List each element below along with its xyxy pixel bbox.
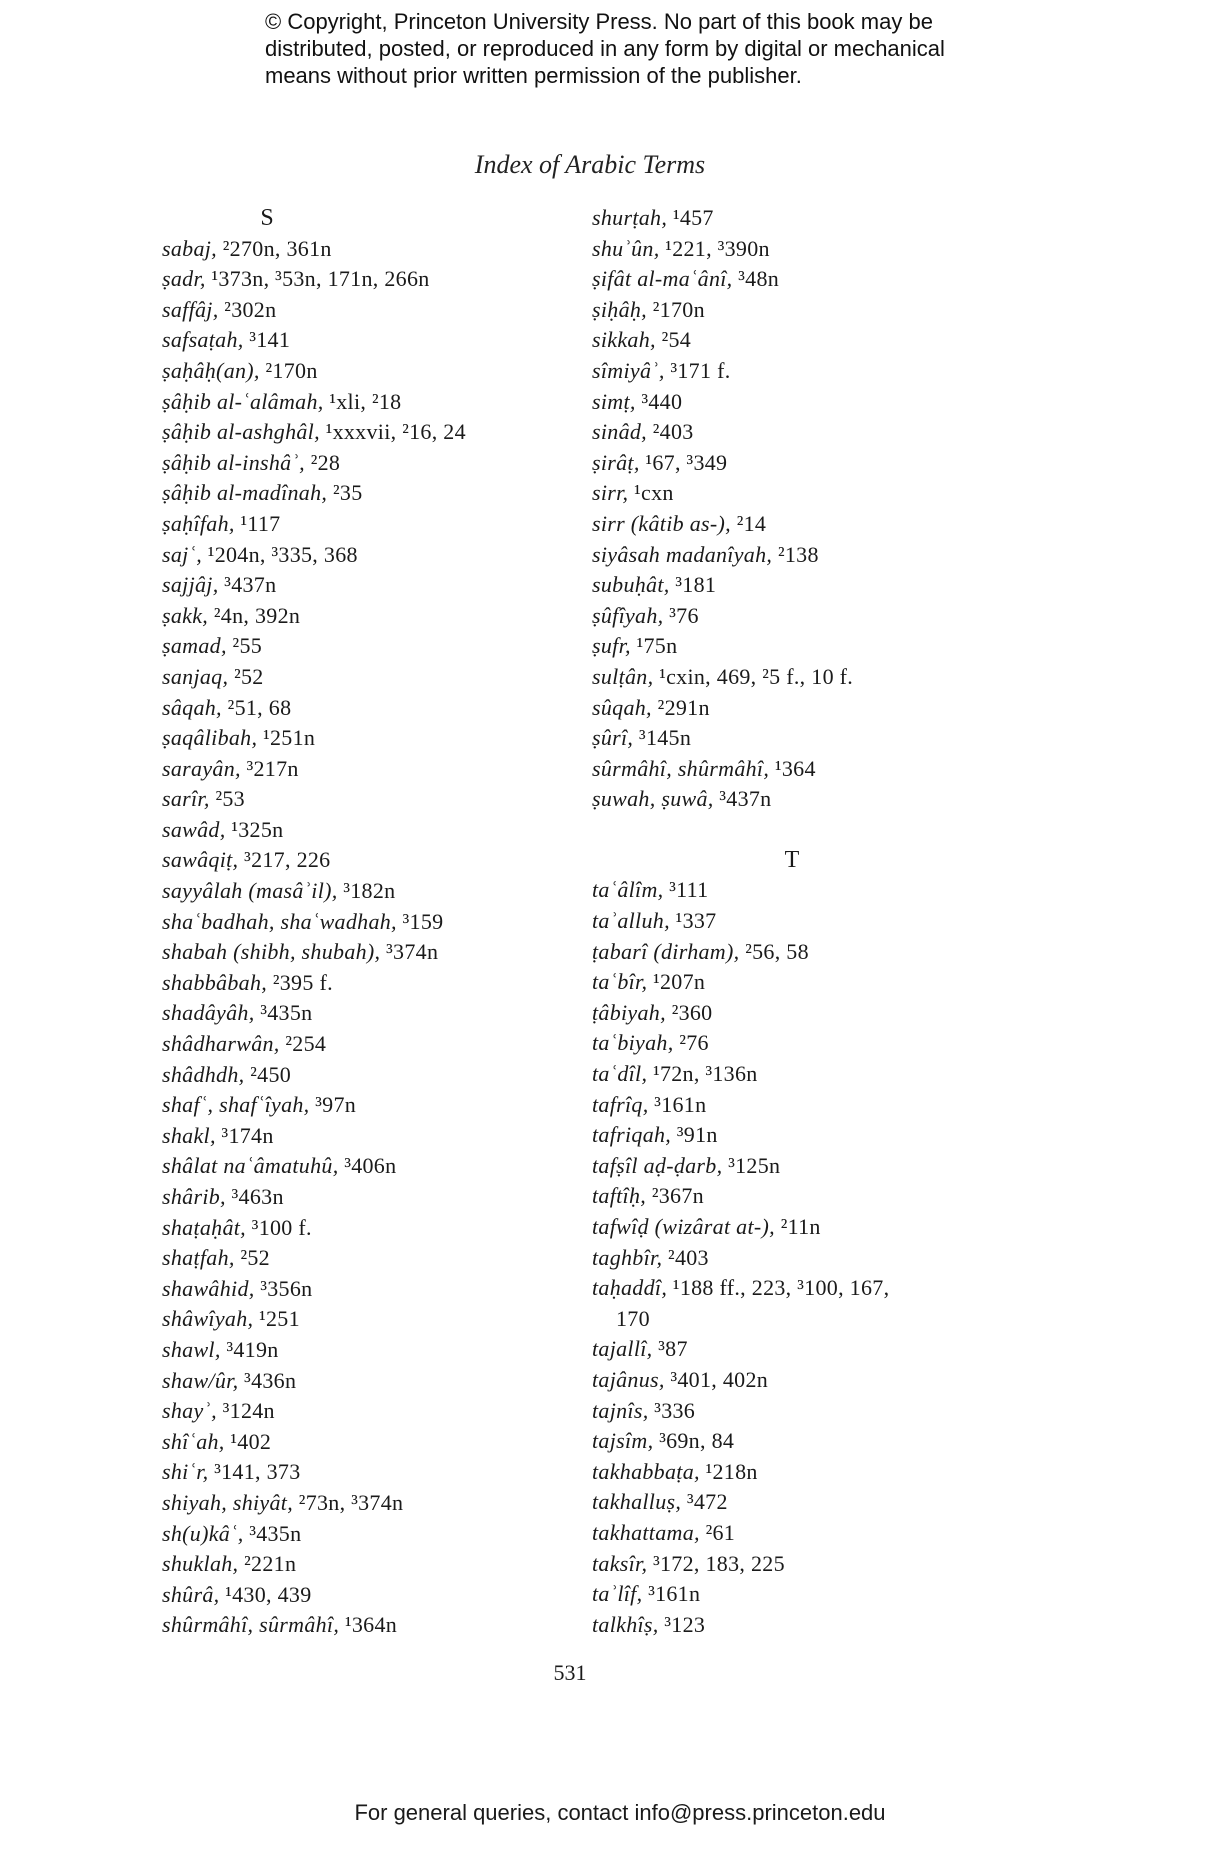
page-title: Index of Arabic Terms — [474, 150, 706, 179]
index-entry — [592, 1610, 1032, 1641]
entry-term: sîmiyâʾ, — [592, 357, 665, 383]
entry-references: ³141 — [243, 327, 291, 353]
entry-references: ³217n — [240, 755, 299, 781]
entry-term: ṣûrî, — [592, 725, 634, 751]
entry-term: shâdharwân, — [162, 1031, 280, 1057]
entry-references: ²270n, 361n — [216, 235, 332, 261]
index-entry — [162, 662, 582, 693]
entry-term: taḥaddî, — [592, 1275, 668, 1301]
entry-term: tafriqah, — [592, 1122, 672, 1148]
entry-term: simṭ, — [592, 388, 636, 414]
index-entry — [162, 1427, 582, 1458]
entry-term: ṣakk, — [162, 602, 209, 628]
entry-term: taksîr, — [592, 1550, 648, 1576]
index-entry — [592, 1426, 1032, 1457]
index-entry — [592, 1090, 1032, 1121]
entry-term: ṣâḥib al-madînah, — [162, 480, 328, 506]
entry-term: takhattama, — [592, 1519, 700, 1545]
entry-term: sanjaq, — [162, 663, 229, 689]
entry-references: ³97n — [309, 1092, 357, 1118]
entry-term: taʾlîf, — [592, 1581, 643, 1607]
entry-references: ³436n — [238, 1367, 297, 1393]
entry-references: ¹75n — [630, 633, 678, 659]
entry-references: ³171 f. — [664, 357, 731, 383]
entry-term: saffâj, — [162, 296, 219, 322]
entry-term: sabaj, — [162, 235, 217, 261]
entry-references: ³463n — [225, 1184, 284, 1209]
index-entry — [592, 784, 1032, 815]
entry-references: ¹402 — [224, 1428, 272, 1454]
entry-references: ²53 — [209, 786, 245, 812]
entry-term: shurṭah, — [592, 205, 668, 230]
entry-term: sayyâlah (masâʾil), — [162, 878, 338, 904]
index-entry — [162, 356, 582, 387]
index-entry — [592, 478, 1032, 509]
entry-references: ¹xli, ²18 — [323, 388, 402, 414]
index-entry — [162, 1488, 582, 1519]
letter-heading-s: S — [260, 205, 274, 231]
entry-list-s-right — [592, 203, 1032, 815]
entry-term: sikkah, — [592, 327, 656, 353]
entry-term: ṣûfîyah, — [592, 602, 664, 628]
entry-term: sh(u)kâʿ, — [162, 1520, 244, 1546]
entry-references: ²14 — [730, 510, 767, 536]
index-entry — [162, 631, 582, 662]
entry-references: ³472 — [681, 1489, 728, 1515]
letter-heading-t: T — [784, 846, 800, 873]
entry-term: shayʾ, — [162, 1398, 217, 1424]
entry-term: takhalluṣ, — [592, 1489, 682, 1515]
entry-references: ¹251n — [257, 725, 316, 751]
entry-references: ¹364 — [769, 755, 816, 781]
entry-term: ṣuwah, ṣuwâ, — [592, 786, 714, 812]
index-entry — [592, 570, 1032, 601]
copyright-notice — [265, 8, 1025, 89]
entry-references: ¹67, ³349 — [639, 449, 728, 475]
index-entry — [162, 509, 582, 540]
entry-term: taghbîr, — [592, 1244, 663, 1270]
entry-references: ¹72n, ³136n — [647, 1061, 758, 1087]
entry-term: shûrmâhî, sûrmâhî, — [162, 1612, 340, 1638]
entry-references: ²61 — [699, 1519, 736, 1545]
entry-references: ¹218n — [699, 1458, 758, 1484]
entry-references: ¹251 — [253, 1306, 300, 1332]
entry-references: ²221n — [238, 1551, 297, 1577]
index-entry — [162, 1090, 582, 1121]
index-entry — [592, 1243, 1032, 1274]
index-entry — [592, 723, 1032, 754]
entry-references: ²170n — [646, 296, 705, 322]
entry-references: ³435n — [254, 1000, 313, 1026]
entry-references: ²403 — [646, 419, 694, 445]
entry-references: ³435n — [243, 1520, 302, 1546]
entry-references: ²55 — [226, 633, 263, 659]
entry-term: shaʿbadhah, shaʿwadhah, — [162, 908, 397, 934]
entry-term: ṣirâṭ, — [592, 449, 640, 475]
index-entry — [592, 693, 1032, 724]
index-entry — [592, 1579, 1032, 1610]
entry-references: ³125n — [722, 1152, 781, 1178]
entry-references: ³356n — [254, 1275, 313, 1301]
index-entry — [592, 1487, 1032, 1518]
entry-references: ¹364n — [339, 1612, 398, 1638]
entry-term: shaṭaḥât, — [162, 1214, 246, 1240]
index-entry — [162, 1457, 582, 1488]
entry-term: taʿbîr, — [592, 969, 648, 995]
index-entry — [162, 478, 582, 509]
entry-references: ³161n — [648, 1091, 707, 1117]
index-entry — [162, 601, 582, 632]
entry-references: ²54 — [655, 327, 692, 353]
entry-term: sinâd, — [592, 419, 647, 445]
page-number: 531 — [553, 1660, 587, 1685]
entry-references: ³145n — [633, 725, 692, 751]
index-entry — [592, 1365, 1032, 1396]
entry-references: ³69n, 84 — [653, 1428, 735, 1454]
index-entry — [162, 1029, 582, 1060]
index-entry — [162, 1580, 582, 1611]
index-entry — [162, 1151, 582, 1182]
entry-references: ²28 — [304, 449, 341, 475]
entry-term: taʿâlîm, — [592, 877, 664, 903]
entry-references: ³124n — [216, 1398, 275, 1424]
index-entry — [162, 937, 582, 968]
entry-references: ¹373n, ³53n, 171n, 266n — [205, 266, 430, 292]
entry-term: ṣaqâlibah, — [162, 725, 258, 751]
entry-references: ³76 — [663, 602, 699, 628]
entry-references: ³48n — [732, 266, 780, 292]
index-entry — [592, 417, 1032, 448]
entry-term: shâdhdh, — [162, 1061, 245, 1087]
index-entry — [162, 693, 582, 724]
index-entry — [592, 1059, 1032, 1090]
entry-references: ¹117 — [234, 510, 281, 536]
index-entry — [592, 662, 1032, 693]
copyright-line: distributed, posted, or reproduced in any form by digital or mechanical — [265, 36, 945, 61]
entry-term: safsaṭah, — [162, 327, 244, 353]
entry-references: ²450 — [244, 1061, 292, 1087]
entry-references: ³440 — [635, 388, 683, 414]
entry-term: shakl, — [162, 1122, 216, 1148]
entry-references: ³401, 402n — [664, 1366, 769, 1392]
entry-term: talkhîṣ, — [592, 1611, 659, 1637]
entry-references: ²403 — [662, 1244, 709, 1270]
entry-references: ¹cxin, 469, ²5 f., 10 f. — [653, 663, 854, 689]
entry-term: sarayân, — [162, 755, 241, 781]
entry-references: 170 — [616, 1305, 650, 1331]
entry-references: ²56, 58 — [739, 938, 809, 964]
entry-references: ³336 — [648, 1397, 696, 1423]
index-entry — [162, 448, 582, 479]
copyright-line: means without prior written permission of the publisher. — [265, 63, 802, 88]
entry-term: ṣiḥâḥ, — [592, 296, 647, 322]
entry-references: ³437n — [218, 572, 277, 598]
index-entry — [592, 448, 1032, 479]
entry-term: taʿdîl, — [592, 1061, 648, 1087]
entry-references: ³141, 373 — [208, 1459, 301, 1485]
index-entry — [592, 356, 1032, 387]
footer-contact: For general queries, contact info@press.princeton.edu — [354, 1800, 886, 1825]
entry-term: shadâyâh, — [162, 1000, 255, 1026]
entry-term: sarîr, — [162, 786, 210, 812]
entry-term: taftîḥ, — [592, 1183, 647, 1209]
index-entry — [162, 998, 582, 1029]
entry-term: shaw/ûr, — [162, 1367, 239, 1393]
entry-term: sirr, — [592, 480, 629, 506]
index-entry — [592, 937, 1032, 968]
entry-references: ²302n — [218, 296, 277, 322]
index-entry — [592, 540, 1032, 571]
index-column-left — [162, 203, 582, 1641]
index-entry — [592, 631, 1032, 662]
entry-references: ³91n — [671, 1122, 718, 1148]
index-entry — [162, 264, 582, 295]
entry-references: ²291n — [651, 694, 710, 720]
entry-references: ¹430, 439 — [219, 1581, 312, 1607]
entry-term: tajnîs, — [592, 1397, 649, 1423]
index-entry — [162, 417, 582, 448]
entry-references: ³172, 183, 225 — [647, 1550, 785, 1576]
index-entry — [162, 1243, 582, 1274]
entry-term: tafwîḍ (wizârat at-), — [592, 1214, 775, 1239]
index-entry — [592, 1181, 1032, 1212]
entry-references: ²11n — [774, 1214, 821, 1239]
index-entry — [162, 1182, 582, 1213]
entry-term: shuʾûn, — [592, 235, 660, 261]
index-entry — [162, 815, 582, 846]
entry-references: ¹325n — [225, 816, 284, 842]
index-entry — [592, 1212, 1032, 1243]
entry-references: ³374n — [380, 939, 439, 965]
entry-term: sulṭân, — [592, 663, 654, 689]
entry-term: shaṭfah, — [162, 1245, 235, 1271]
index-column-right — [592, 203, 1032, 1640]
entry-term: sâqah, — [162, 694, 222, 720]
entry-term: sûrmâhî, shûrmâhî, — [592, 755, 770, 781]
entry-term: shârib, — [162, 1184, 226, 1209]
entry-term: subuḥât, — [592, 572, 670, 598]
entry-term: shabah (shibh, shubah), — [162, 939, 381, 965]
index-entry — [162, 1549, 582, 1580]
entry-references: ³159 — [396, 908, 444, 934]
entry-references: ¹cxn — [628, 480, 674, 506]
entry-term: taʿbiyah, — [592, 1030, 674, 1056]
entry-term: shuklah, — [162, 1551, 239, 1577]
entry-term: ṣufr, — [592, 633, 631, 659]
index-entry — [162, 234, 582, 265]
index-entry — [592, 1518, 1032, 1549]
index-entry — [162, 1519, 582, 1550]
entry-term: ṣaḥâḥ(an), — [162, 357, 260, 383]
index-entry — [592, 998, 1032, 1029]
index-entry — [162, 1060, 582, 1091]
index-entry — [592, 264, 1032, 295]
entry-term: shiyah, shiyât, — [162, 1489, 293, 1515]
index-entry — [162, 1335, 582, 1366]
entry-term: taʾalluh, — [592, 908, 670, 934]
entry-references: ¹457 — [667, 205, 714, 230]
entry-term: shâwîyah, — [162, 1306, 254, 1332]
entry-references: ³161n — [642, 1581, 701, 1607]
entry-term: ṣâḥib al-ashghâl, — [162, 419, 320, 445]
entry-references: ³217, 226 — [238, 847, 331, 873]
entry-references: ²51, 68 — [221, 694, 292, 720]
index-entry — [162, 754, 582, 785]
entry-references: ²52 — [234, 1245, 270, 1271]
entry-references: ³100 f. — [246, 1214, 312, 1240]
entry-references: ³419n — [220, 1336, 279, 1362]
entry-term: sajjâj, — [162, 572, 219, 598]
index-entry — [162, 1304, 582, 1335]
index-entry — [162, 540, 582, 571]
entry-term: shâlat naʿâmatuhû, — [162, 1153, 339, 1179]
entry-references: ²360 — [665, 999, 713, 1025]
entry-term: ṭabarî (dirham), — [592, 938, 740, 964]
entry-references: ²395 f. — [267, 969, 333, 995]
entry-term: shiʿr, — [162, 1459, 209, 1485]
index-entry — [592, 1457, 1032, 1488]
entry-term: sawâd, — [162, 816, 226, 842]
entry-term: tajallî, — [592, 1336, 653, 1362]
entry-term: shûrâ, — [162, 1581, 220, 1607]
entry-references: ¹337 — [669, 908, 717, 934]
entry-term: sûqah, — [592, 694, 652, 720]
entry-term: ṣâḥib al-inshâʾ, — [162, 449, 305, 475]
copyright-line: © Copyright, Princeton University Press. No part of this book may be — [265, 9, 933, 34]
entry-references: ²4n, 392n — [208, 602, 301, 628]
index-entry — [162, 325, 582, 356]
entry-references: ³87 — [652, 1336, 688, 1362]
index-entry — [162, 1366, 582, 1397]
entry-references: ²52 — [228, 663, 264, 689]
entry-term: tajsîm, — [592, 1428, 654, 1454]
entry-references: ³406n — [338, 1153, 397, 1179]
index-entry — [592, 1396, 1032, 1427]
index-entry — [592, 203, 1032, 234]
entry-term: shafʿ, shafʿîyah, — [162, 1092, 310, 1118]
index-entry — [592, 234, 1032, 265]
index-entry — [592, 906, 1032, 937]
entry-list-s-left — [162, 234, 582, 1641]
index-entry — [592, 1549, 1032, 1580]
entry-references: ³111 — [663, 877, 709, 903]
index-entry — [592, 1151, 1032, 1182]
index-entry — [162, 876, 582, 907]
entry-term: ṭâbiyah, — [592, 999, 666, 1025]
index-entry — [162, 845, 582, 876]
index-entry — [162, 1396, 582, 1427]
entry-references: ²138 — [772, 541, 819, 567]
entry-term: ṣâḥib al-ʿalâmah, — [162, 388, 324, 414]
index-entry — [592, 754, 1032, 785]
index-entry — [592, 295, 1032, 326]
index-entry — [592, 1120, 1032, 1151]
entry-references: ³174n — [215, 1122, 274, 1148]
entry-references: ³182n — [337, 878, 396, 904]
entry-references: ³437n — [713, 786, 772, 812]
entry-term: sirr (kâtib as-), — [592, 510, 731, 536]
index-entry — [162, 1610, 582, 1641]
entry-term: shawâhid, — [162, 1275, 255, 1301]
index-entry — [592, 509, 1032, 540]
index-entry — [162, 907, 582, 938]
index-entry — [162, 570, 582, 601]
entry-term: ṣifât al-maʿânî, — [592, 266, 733, 292]
entry-list-t — [592, 875, 1032, 1640]
entry-references: ¹xxxvii, ²16, 24 — [319, 419, 466, 445]
entry-term: tajânus, — [592, 1366, 665, 1392]
entry-term: sajʿ, — [162, 541, 202, 567]
entry-term: ṣadr, — [162, 266, 206, 292]
index-entry — [592, 601, 1032, 632]
index-entry — [162, 1213, 582, 1244]
index-entry — [162, 387, 582, 418]
entry-references: ²170n — [259, 357, 318, 383]
entry-references: ¹204n, ³335, 368 — [202, 541, 358, 567]
entry-references: ²254 — [279, 1031, 327, 1057]
entry-term: shabbâbah, — [162, 969, 268, 995]
entry-references: ²35 — [327, 480, 363, 506]
index-entry — [162, 1121, 582, 1152]
entry-term: ṣaḥîfah, — [162, 510, 235, 536]
index-entry — [162, 784, 582, 815]
entry-references: ¹207n — [647, 969, 706, 995]
entry-references: ³123 — [658, 1611, 706, 1637]
entry-term: shîʿah, — [162, 1428, 225, 1454]
entry-term: tafrîq, — [592, 1091, 649, 1117]
index-entry — [162, 723, 582, 754]
entry-term: tafṣîl aḍ-ḍarb, — [592, 1152, 723, 1178]
entry-term: sawâqiṭ, — [162, 847, 239, 873]
index-entry — [592, 387, 1032, 418]
entry-references: ²76 — [673, 1030, 709, 1056]
index-entry — [162, 1274, 582, 1305]
entry-term: siyâsah madanîyah, — [592, 541, 773, 567]
index-entry — [162, 968, 582, 999]
index-entry-continuation — [592, 1304, 1032, 1335]
entry-term: ṣamad, — [162, 633, 227, 659]
entry-references: ¹221, ³390n — [659, 235, 770, 261]
entry-term: takhabbaṭa, — [592, 1458, 700, 1484]
index-entry — [592, 1273, 1032, 1304]
index-entry — [592, 325, 1032, 356]
index-entry — [162, 295, 582, 326]
index-entry — [592, 1028, 1032, 1059]
entry-term: shawl, — [162, 1336, 221, 1362]
index-entry — [592, 967, 1032, 998]
entry-references: ²367n — [646, 1183, 704, 1209]
entry-references: ²73n, ³374n — [293, 1489, 404, 1515]
entry-references: ¹188 ff., 223, ³100, 167, — [667, 1275, 890, 1301]
index-entry — [592, 1334, 1032, 1365]
entry-references: ³181 — [669, 572, 717, 598]
index-entry — [592, 875, 1032, 906]
